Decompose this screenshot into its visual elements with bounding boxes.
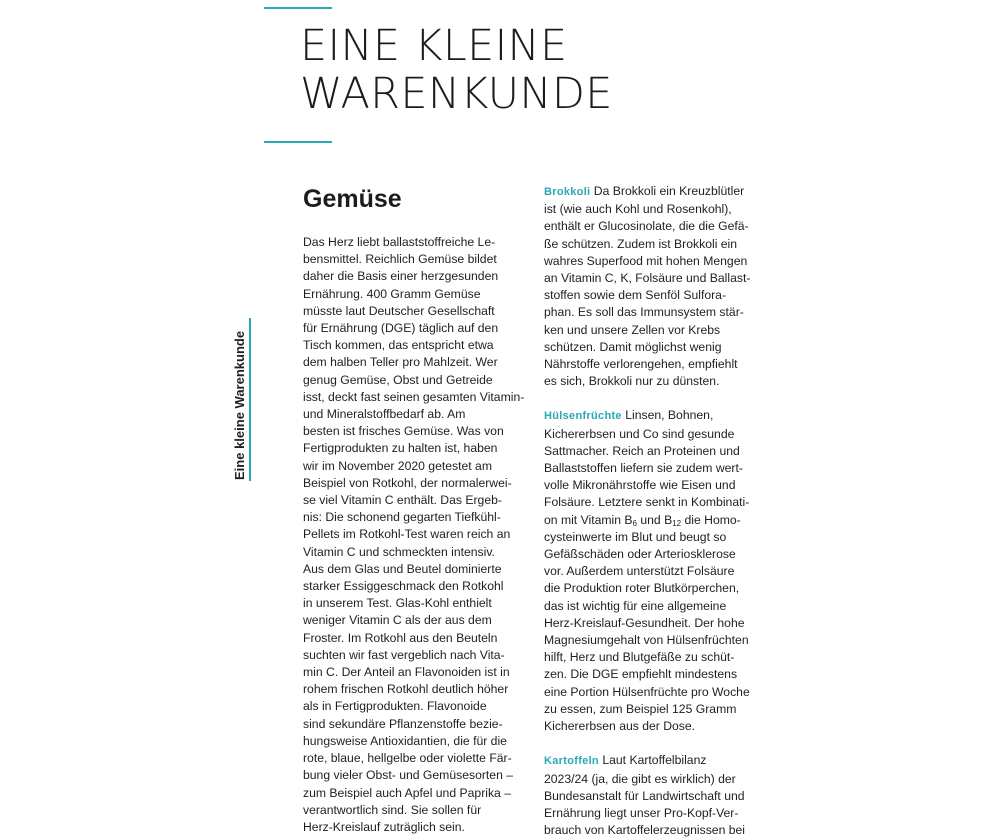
gemuese-text-line: besten ist frisches Gemüse. Was von bbox=[303, 423, 518, 440]
huelsen-first-text: Linsen, Bohnen, bbox=[622, 408, 713, 422]
huelsen-keyword: Hülsenfrüchte bbox=[544, 410, 622, 422]
gemuese-text-line: Ernährung. 400 Gramm Gemüse bbox=[303, 286, 518, 303]
huelsen-lines-a bbox=[544, 426, 769, 512]
huelsen-text-line: eine Portion Hülsenfrüchte pro Woche bbox=[544, 684, 769, 701]
gemuese-text-line: dem halben Teller pro Mahlzeit. Wer bbox=[303, 354, 518, 371]
gemuese-text-line: Fertigprodukten zu halten ist, haben bbox=[303, 440, 518, 457]
gemuese-text-line: Beispiel von Rotkohl, der normalerwei- bbox=[303, 475, 518, 492]
brokkoli-paragraph bbox=[544, 183, 769, 390]
brokkoli-text-line: enthält er Glucosinolate, die die Gefä- bbox=[544, 218, 769, 235]
page-title bbox=[300, 22, 613, 118]
kartoffeln-text-line: brauch von Kartoffelerzeugnissen bei bbox=[544, 822, 769, 839]
huelsen-text-line: Gefäßschäden oder Arteriosklerose bbox=[544, 546, 769, 563]
huelsen-text-line: das ist wichtig für eine allgemeine bbox=[544, 598, 769, 615]
column-1-body bbox=[303, 234, 518, 836]
gemuese-text-line: nis: Die schonend gegarten Tiefkühl- bbox=[303, 509, 518, 526]
gemuese-text-line: Tisch kommen, das entspricht etwa bbox=[303, 337, 518, 354]
brokkoli-text-line: phan. Es soll das Immunsystem stär- bbox=[544, 304, 769, 321]
brokkoli-text-line: ist (wie auch Kohl und Rosenkohl), bbox=[544, 201, 769, 218]
gemuese-text-line: Aus dem Glas und Beutel dominierte bbox=[303, 561, 518, 578]
huelsen-text-line: cysteinwerte im Blut und beugt so bbox=[544, 529, 769, 546]
huelsen-text-line: die Produktion roter Blutkörperchen, bbox=[544, 580, 769, 597]
huelsen-text-line: vor. Außerdem unterstützt Folsäure bbox=[544, 563, 769, 580]
gemuese-text-line: Das Herz liebt ballaststoffreiche Le- bbox=[303, 234, 518, 251]
huelsen-text-line: Ballaststoffen liefern sie zudem wert- bbox=[544, 460, 769, 477]
huelsen-text-line: zen. Die DGE empfiehlt mindestens bbox=[544, 666, 769, 683]
vitamin-pre: on mit Vitamin B bbox=[544, 513, 633, 527]
huelsen-text-line: Sattmacher. Reich an Proteinen und bbox=[544, 443, 769, 460]
kartoffeln-text-line: Ernährung liegt unser Pro-Kopf-Ver- bbox=[544, 805, 769, 822]
gemuese-text-line: hungsweise Antioxidantien, die für die bbox=[303, 733, 518, 750]
huelsen-text-line: hilft, Herz und Blutgefäße zu schüt- bbox=[544, 649, 769, 666]
gemuese-text-line: daher die Basis einer herzgesunden bbox=[303, 268, 518, 285]
huelsen-lines-b bbox=[544, 529, 769, 735]
vertical-label-text: Eine kleine Warenkunde bbox=[230, 320, 250, 482]
gemuese-text-line: Pellets im Rotkohl-Test waren reich an bbox=[303, 526, 518, 543]
gemuese-text-line: Froster. Im Rotkohl aus den Beuteln bbox=[303, 630, 518, 647]
gemuese-text-line: Herz-Kreislauf zuträglich sein. bbox=[303, 819, 518, 836]
vitamin-line bbox=[544, 512, 769, 529]
huelsen-text-line: Folsäure. Letztere senkt in Kombinati- bbox=[544, 494, 769, 511]
huelsen-text-line: Herz-Kreislauf-Gesundheit. Der hohe bbox=[544, 615, 769, 632]
title-rule-top bbox=[264, 7, 332, 9]
huelsen-text-line: Kichererbsen aus der Dose. bbox=[544, 718, 769, 735]
brokkoli-keyword: Brokkoli bbox=[544, 186, 590, 198]
vertical-accent-rule bbox=[249, 318, 251, 481]
gemuese-text-line: genug Gemüse, Obst und Getreide bbox=[303, 372, 518, 389]
title-line-1: EINE KLEINE bbox=[300, 22, 613, 70]
section-heading: Gemüse bbox=[303, 183, 402, 215]
brokkoli-first-line bbox=[544, 183, 769, 201]
gemuese-text-line: in unserem Test. Glas-Kohl enthielt bbox=[303, 595, 518, 612]
huelsen-text-line: Magnesiumgehalt von Hülsenfrüchten bbox=[544, 632, 769, 649]
gemuese-text-line: müsste laut Deutscher Gesellschaft bbox=[303, 303, 518, 320]
kartoffeln-paragraph bbox=[544, 752, 769, 839]
brokkoli-text-line: stoffen sowie dem Senföl Sulfora- bbox=[544, 287, 769, 304]
vitamin-sub-12: 12 bbox=[672, 519, 681, 528]
title-rule-bottom bbox=[264, 141, 332, 143]
gemuese-text-line: se viel Vitamin C enthält. Das Ergeb- bbox=[303, 492, 518, 509]
huelsen-text-line: volle Mikronährstoffe wie Eisen und bbox=[544, 477, 769, 494]
brokkoli-text-line: Nährstoffe verlorengehen, empfiehlt bbox=[544, 356, 769, 373]
gemuese-text-line: suchten wir fast vergeblich nach Vita- bbox=[303, 647, 518, 664]
paragraph-gap bbox=[544, 735, 769, 752]
gemuese-text-line: bung vieler Obst- und Gemüsesorten – bbox=[303, 767, 518, 784]
gemuese-text-line: rote, blaue, hellgelbe oder violette Fär- bbox=[303, 750, 518, 767]
kartoffeln-keyword: Kartoffeln bbox=[544, 755, 599, 767]
column-2-body bbox=[544, 183, 769, 839]
gemuese-text-line: verantwortlich sind. Sie sollen für bbox=[303, 802, 518, 819]
kartoffeln-first-text: Laut Kartoffelbilanz bbox=[599, 753, 707, 767]
vitamin-sub-6: 6 bbox=[633, 519, 637, 528]
huelsen-text-line: zu essen, zum Beispiel 125 Gramm bbox=[544, 701, 769, 718]
gemuese-text-line: weniger Vitamin C als der aus dem bbox=[303, 612, 518, 629]
huelsen-first-line bbox=[544, 407, 769, 425]
huelsenfruechte-paragraph bbox=[544, 407, 769, 735]
gemuese-text-line: zum Beispiel auch Apfel und Paprika – bbox=[303, 785, 518, 802]
gemuese-text-line: Vitamin C und schmeckten intensiv. bbox=[303, 544, 518, 561]
brokkoli-text-line: schützen. Damit möglichst wenig bbox=[544, 339, 769, 356]
gemuese-text-line: als in Fertigprodukten. Flavonoide bbox=[303, 698, 518, 715]
gemuese-text-line: isst, deckt fast seinen gesamten Vitamin- bbox=[303, 389, 518, 406]
gemuese-text-line: für Ernährung (DGE) täglich auf den bbox=[303, 320, 518, 337]
brokkoli-lines bbox=[544, 201, 769, 390]
brokkoli-text-line: wahres Superfood mit hohen Mengen bbox=[544, 253, 769, 270]
kartoffeln-text-line: 2023/24 (ja, die gibt es wirklich) der bbox=[544, 771, 769, 788]
gemuese-text-line: starker Essiggeschmack den Rotkohl bbox=[303, 578, 518, 595]
kartoffeln-lines bbox=[544, 771, 769, 839]
gemuese-text-line: wir im November 2020 getestet am bbox=[303, 458, 518, 475]
title-line-2: WARENKUNDE bbox=[300, 70, 613, 118]
kartoffeln-first-line bbox=[544, 752, 769, 770]
gemuese-text-line: bensmittel. Reichlich Gemüse bildet bbox=[303, 251, 518, 268]
gemuese-text-line: rohem frischen Rotkohl deutlich höher bbox=[303, 681, 518, 698]
brokkoli-text-line: ken und unsere Zellen vor Krebs bbox=[544, 322, 769, 339]
paragraph-gap bbox=[544, 390, 769, 407]
brokkoli-text-line: an Vitamin C, K, Folsäure und Ballast- bbox=[544, 270, 769, 287]
gemuese-text-line: min C. Der Anteil an Flavonoiden ist in bbox=[303, 664, 518, 681]
vitamin-mid: und B bbox=[637, 513, 672, 527]
brokkoli-text-line: ße schützen. Zudem ist Brokkoli ein bbox=[544, 236, 769, 253]
kartoffeln-text-line: Bundesanstalt für Landwirtschaft und bbox=[544, 788, 769, 805]
huelsen-text-line: Kichererbsen und Co sind gesunde bbox=[544, 426, 769, 443]
vitamin-post: die Homo- bbox=[681, 513, 741, 527]
brokkoli-text-line: es sich, Brokkoli nur zu dünsten. bbox=[544, 373, 769, 390]
gemuese-text-line: sind sekundäre Pflanzenstoffe bezie- bbox=[303, 716, 518, 733]
brokkoli-first-text: Da Brokkoli ein Kreuzblütler bbox=[590, 184, 744, 198]
gemuese-text-line: und Mineralstoffbedarf ab. Am bbox=[303, 406, 518, 423]
